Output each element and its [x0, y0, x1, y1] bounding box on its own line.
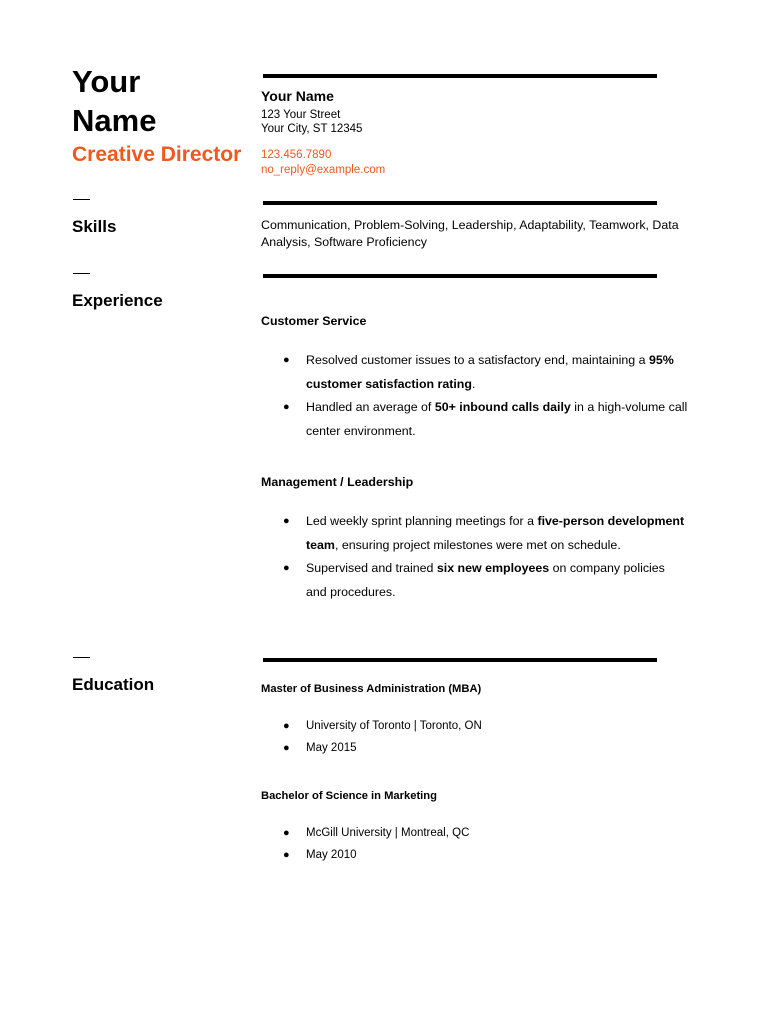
name-line-2: Name	[72, 103, 157, 138]
bullet-text-bold: six new employees	[436, 561, 550, 575]
divider-rule-top	[263, 74, 657, 78]
bullet-text: Supervised and trained	[306, 561, 437, 575]
contact-street: 123 Your Street	[261, 109, 341, 121]
education-details-1	[283, 716, 482, 759]
education-school: McGill University | Montreal, QC	[306, 827, 470, 839]
list-item	[283, 510, 688, 557]
education-details-2	[283, 823, 469, 866]
section-dash-education	[73, 657, 90, 658]
contact-phone[interactable]: 123.456.7890	[261, 149, 332, 161]
divider-rule-experience	[263, 274, 657, 278]
education-date: May 2010	[306, 848, 357, 861]
experience-title-1: Customer Service	[261, 314, 367, 328]
section-dash-skills	[73, 199, 90, 200]
name-line-1: Your	[72, 64, 141, 99]
bullet-text: Led weekly sprint planning meetings for a	[306, 514, 538, 528]
bullet-text-bold: 95% customer satisfaction rating	[306, 353, 674, 391]
contact-name: Your Name	[261, 88, 334, 104]
list-item	[283, 845, 469, 867]
bullet-text: Handled an average of	[306, 400, 435, 414]
experience-bullets-2	[283, 510, 688, 604]
bullet-icon: ●	[283, 848, 290, 861]
bullet-icon: ●	[283, 401, 290, 413]
bullet-icon: ●	[283, 562, 290, 574]
skills-text: Communication, Problem-Solving, Leadership, Adaptability, Teamwork, Data Analysis, Software Proficiency	[261, 218, 679, 249]
education-school: University of Toronto | Toronto, ON	[306, 720, 482, 732]
bullet-icon: ●	[283, 354, 290, 366]
contact-email[interactable]: no_reply@example.com	[261, 164, 386, 176]
list-item	[283, 716, 482, 738]
bullet-text: Resolved customer issues to a satisfactory end, maintaining a	[306, 353, 649, 367]
education-degree-1: Master of Business Administration (MBA)	[261, 683, 482, 695]
bullet-text-bold: five-person development team	[306, 514, 685, 552]
experience-bullets-1	[283, 349, 688, 443]
divider-rule-skills	[263, 201, 657, 205]
bullet-icon: ●	[283, 827, 290, 839]
list-item	[283, 823, 469, 845]
contact-city: Your City, ST 12345	[261, 123, 363, 135]
education-date: May 2015	[306, 741, 357, 754]
section-label-skills: Skills	[72, 217, 117, 236]
bullet-text: on company policies and procedures.	[306, 561, 665, 599]
bullet-text: , ensuring project milestones were met on schedule.	[334, 537, 621, 552]
contact-address	[261, 108, 362, 136]
education-degree-2: Bachelor of Science in Marketing	[261, 790, 437, 802]
bullet-text: .	[471, 376, 476, 391]
bullet-icon: ●	[283, 515, 290, 527]
contact-details	[261, 148, 385, 177]
list-item	[283, 396, 688, 443]
divider-rule-education	[263, 658, 657, 662]
bullet-icon: ●	[283, 741, 290, 754]
job-title-heading: Creative Director	[72, 143, 242, 166]
bullet-text: in a high-volume call center environment.	[306, 400, 688, 438]
section-label-experience: Experience	[72, 291, 163, 310]
list-item	[283, 349, 688, 396]
list-item	[283, 557, 688, 604]
bullet-icon: ●	[283, 720, 290, 732]
resume-name-heading	[72, 62, 252, 140]
section-dash-experience	[73, 273, 90, 274]
section-label-education: Education	[72, 675, 155, 694]
bullet-text-bold: 50+ inbound calls daily	[434, 400, 571, 414]
list-item	[283, 738, 482, 760]
experience-title-2: Management / Leadership	[261, 475, 414, 489]
